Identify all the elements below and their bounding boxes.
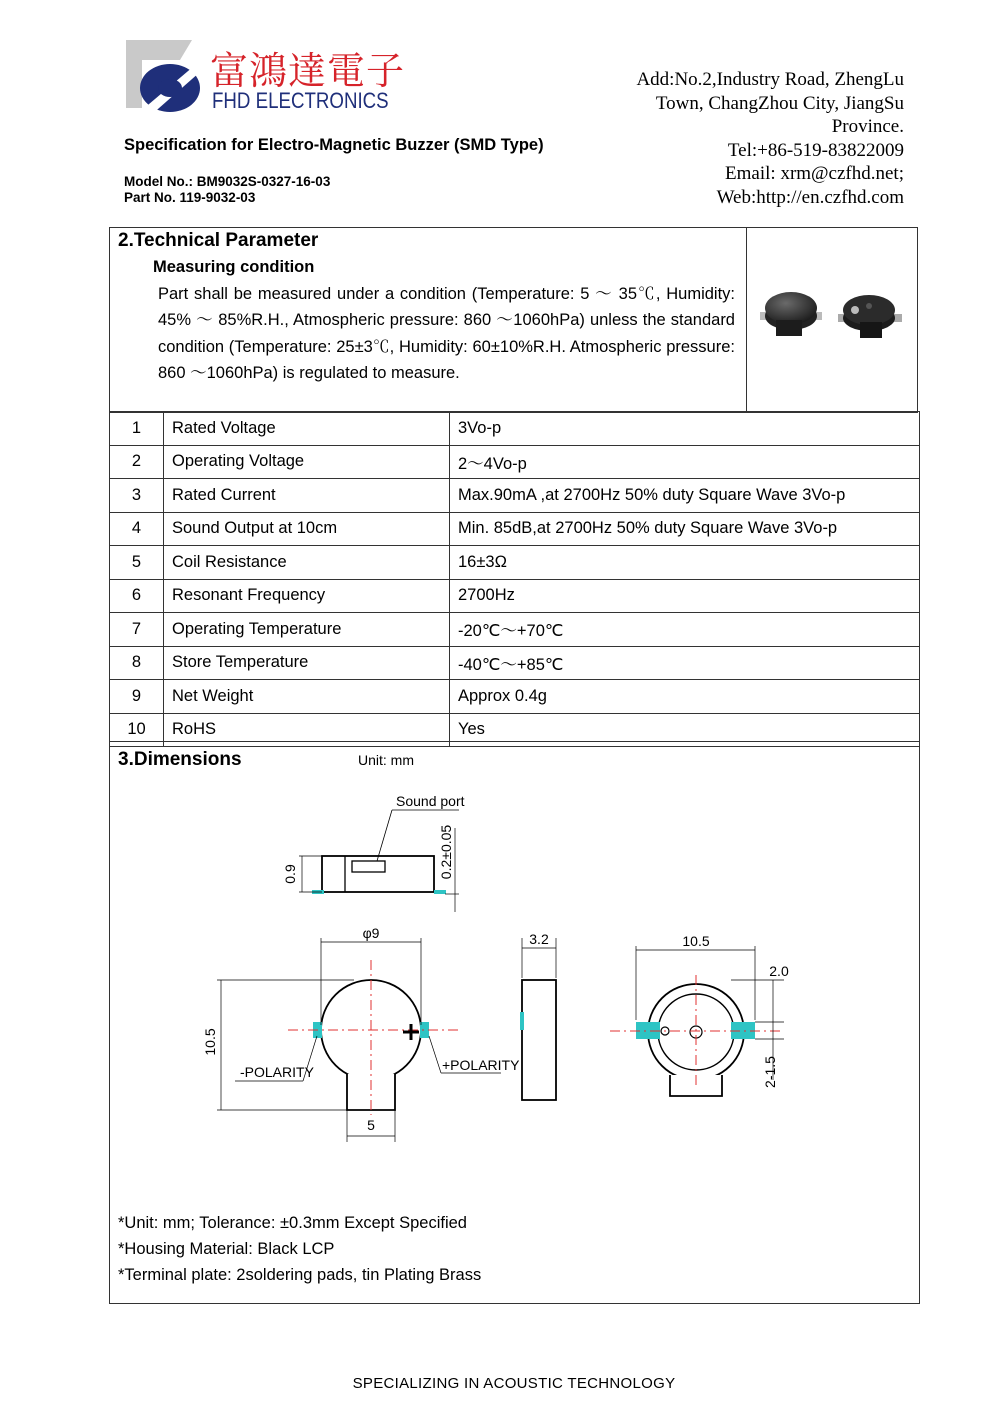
dim-2-0-label: 2.0 <box>769 963 789 979</box>
param-name: Operating Voltage <box>164 445 450 479</box>
row-number: 3 <box>110 479 164 513</box>
note-tolerance: *Unit: mm; Tolerance: ±0.3mm Except Specified <box>118 1214 467 1232</box>
table-row <box>110 579 920 613</box>
logo-mark-icon <box>122 38 208 116</box>
note-housing: *Housing Material: Black LCP <box>118 1240 335 1258</box>
param-name: Coil Resistance <box>164 546 450 580</box>
company-address <box>544 68 904 209</box>
param-value: -20℃～+70℃ <box>450 613 920 647</box>
table-row <box>110 613 920 647</box>
dim-0-9-label: 0.9 <box>282 864 298 884</box>
dim-5-label: 5 <box>367 1117 375 1133</box>
address-line: Add:No.2,Industry Road, ZhengLu <box>636 69 904 90</box>
company-logo <box>122 38 406 118</box>
row-number: 1 <box>110 412 164 446</box>
param-value: 3Vo-p <box>450 412 920 446</box>
measuring-condition-text: Part shall be measured under a condition (Temperature: 5 ～ 35℃, Humidity: 45% ～ 85%R.H., Atmospheric pressure: 860 ～1060hPa) unless the standard condition (Temperature: 25±3℃, Humidity: 60±10%R.H. Atmospheric pressure: 860 ～1060hPa) is regulated to measure. <box>158 285 735 383</box>
row-number: 4 <box>110 512 164 546</box>
param-value: -40℃～+85℃ <box>450 646 920 680</box>
footer-tagline: SPECIALIZING IN ACOUSTIC TECHNOLOGY <box>352 1375 676 1392</box>
technical-parameter-title: 2.Technical Parameter <box>118 230 319 251</box>
row-number: 2 <box>110 445 164 479</box>
email-line: Email: xrm@czfhd.net; <box>725 163 904 184</box>
photo-divider <box>746 227 747 412</box>
param-name: Net Weight <box>164 680 450 714</box>
table-row <box>110 680 920 714</box>
address-line: Province. <box>831 116 904 137</box>
param-value: Min. 85dB,at 2700Hz 50% duty Square Wave 3Vo-p <box>450 512 920 546</box>
parameter-table <box>109 411 920 747</box>
row-number: 9 <box>110 680 164 714</box>
address-line: Town, ChangZhou City, JiangSu <box>655 92 904 114</box>
param-name: Sound Output at 10cm <box>164 512 450 546</box>
param-name: Rated Current <box>164 479 450 513</box>
dim-2-1-5-label: 2-1.5 <box>762 1056 778 1088</box>
param-name: RoHS <box>164 713 450 747</box>
row-number: 8 <box>110 646 164 680</box>
dimensions-title: 3.Dimensions <box>118 749 242 770</box>
row-number: 7 <box>110 613 164 647</box>
phone-line: Tel:+86-519-83822009 <box>727 139 904 161</box>
row-number: 6 <box>110 579 164 613</box>
param-value: 2700Hz <box>450 579 920 613</box>
param-value: Yes <box>450 713 920 747</box>
pos-polarity-label: +POLARITY <box>442 1057 520 1073</box>
dim-10-5-top-label: 10.5 <box>682 933 710 949</box>
param-value: 2～4Vo-p <box>450 445 920 479</box>
sound-port-label: Sound port <box>396 793 465 809</box>
table-row <box>110 646 920 680</box>
dimensions-unit: Unit: mm <box>358 752 414 768</box>
part-number: Part No. 119-9032-03 <box>124 190 256 205</box>
param-name: Operating Temperature <box>164 613 450 647</box>
dim-3-2-label: 3.2 <box>529 931 549 947</box>
buzzer-product-photo <box>748 260 916 360</box>
param-value: Approx 0.4g <box>450 680 920 714</box>
dimension-drawing <box>109 770 918 1210</box>
param-name: Resonant Frequency <box>164 579 450 613</box>
measuring-condition-title: Measuring condition <box>153 258 315 276</box>
model-number: Model No.: BM9032S-0327-16-03 <box>124 174 331 189</box>
table-row <box>110 445 920 479</box>
neg-polarity-label: -POLARITY <box>240 1064 314 1080</box>
web-line: Web:http://en.czfhd.com <box>716 186 904 208</box>
company-name-cn: 富鴻達電子 <box>210 49 406 93</box>
param-value: 16±3Ω <box>450 546 920 580</box>
dimension-notes <box>118 1210 481 1288</box>
param-value: Max.90mA ,at 2700Hz 50% duty Square Wave 3Vo-p <box>450 479 920 513</box>
spec-title: Specification for Electro-Magnetic Buzzer (SMD Type) <box>124 136 544 154</box>
row-number: 5 <box>110 546 164 580</box>
param-name: Store Temperature <box>164 646 450 680</box>
dim-phi9-label: φ9 <box>362 925 380 941</box>
row-number: 10 <box>110 713 164 747</box>
table-row <box>110 479 920 513</box>
dim-0-2-label: 0.2±0.05 <box>438 824 454 880</box>
table-row <box>110 412 920 446</box>
param-name: Rated Voltage <box>164 412 450 446</box>
table-row <box>110 546 920 580</box>
dim-10-5-left-label: 10.5 <box>202 1028 218 1056</box>
note-terminal: *Terminal plate: 2soldering pads, tin Plating Brass <box>118 1266 482 1284</box>
company-name-en: FHD ELECTRONICS <box>212 88 389 113</box>
table-row <box>110 512 920 546</box>
